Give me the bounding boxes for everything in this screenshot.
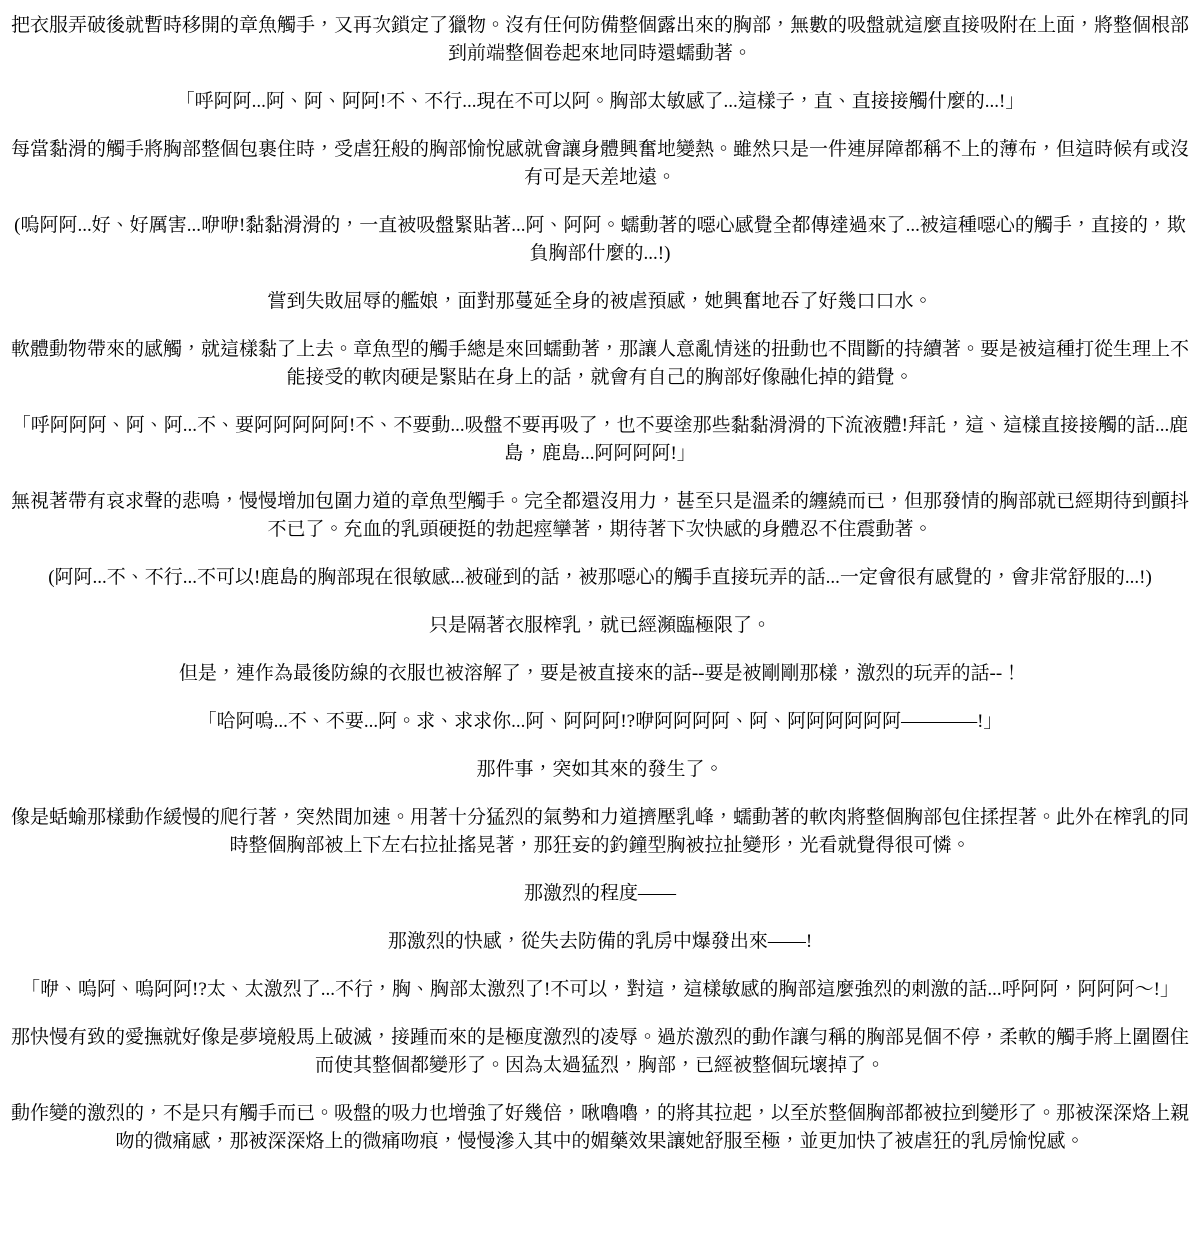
story-paragraph: 軟體動物帶來的感觸，就這樣黏了上去。章魚型的觸手總是來回蠕動著，那讓人意亂情迷的扭動也不間斷的持續著。要是被這種打從生理上不能接受的軟肉硬是緊貼在身上的話，就會有自己的胸部好像融化掉的錯覺。 [10, 339, 1189, 388]
story-paragraph-inner-thought: (阿阿...不、不行...不可以!鹿島的胸部現在很敏感...被碰到的話，被那噁心的觸手直接玩弄的話...一定會很有感覺的，會非常舒服的...!) [48, 567, 1152, 588]
story-paragraph: 那激烈的程度—— [523, 883, 676, 904]
story-paragraph-dialogue: 「哈阿嗚...不、不要...阿。求、求求你...阿、阿阿阿!?咿阿阿阿阿、阿、阿阿阿阿阿阿————!」 [197, 711, 1003, 732]
story-paragraph: 只是隔著衣服榨乳，就已經瀕臨極限了。 [428, 615, 771, 636]
story-paragraph: 動作變的激烈的，不是只有觸手而已。吸盤的吸力也增強了好幾倍，啾嚕嚕，的將其拉起，以至於整個胸部都被拉到變形了。那被深深烙上親吻的微痛感，那被深深烙上的微痛吻痕，慢慢滲入其中的媚藥效果讓她舒服至極，並更加快了被虐狂的乳房愉悅感。 [10, 1103, 1189, 1152]
story-paragraph: 嘗到失敗屈辱的艦娘，面對那蔓延全身的被虐預感，她興奮地吞了好幾口口水。 [267, 291, 933, 312]
story-paragraph-inner-thought: (嗚阿阿...好、好厲害...咿咿!黏黏滑滑的，一直被吸盤緊貼著...阿、阿阿。蠕動著的噁心感覺全都傳達過來了...被這種噁心的觸手，直接的，欺負胸部什麼的...!) [14, 215, 1186, 264]
story-paragraph-dialogue: 「呼阿阿阿、阿、阿...不、要阿阿阿阿阿!不、不要動...吸盤不要再吸了，也不要塗那些黏黏滑滑的下流液體!拜託，這、這樣直接接觸的話...鹿島，鹿島...阿阿阿阿!」 [11, 415, 1189, 464]
story-paragraph: 那件事，突如其來的發生了。 [476, 759, 724, 780]
story-paragraph: 把衣服弄破後就暫時移開的章魚觸手，又再次鎖定了獵物。沒有任何防備整個露出來的胸部，無數的吸盤就這麼直接吸附在上面，將整個根部到前端整個卷起來地同時還蠕動著。 [10, 15, 1189, 64]
story-paragraph: 那快慢有致的愛撫就好像是夢境般馬上破滅，接踵而來的是極度激烈的凌辱。過於激烈的動作讓勻稱的胸部晃個不停，柔軟的觸手將上圍圈住而使其整個都變形了。因為太過猛烈，胸部，已經被整個玩壞掉了。 [10, 1027, 1189, 1076]
story-paragraph-dialogue: 「呼阿阿...阿、阿、阿阿!不、不行...現在不可以阿。胸部太敏感了...這樣子，直、直接接觸什麼的...!」 [175, 91, 1025, 112]
story-paragraph-dialogue: 「咿、嗚阿、嗚阿阿!?太、太激烈了...不行，胸、胸部太激烈了!不可以，對這，這樣敏感的胸部這麼強烈的刺激的話...呼阿阿，阿阿阿～!」 [21, 979, 1179, 1000]
story-paragraph: 每當黏滑的觸手將胸部整個包裹住時，受虐狂般的胸部愉悅感就會讓身體興奮地變熱。雖然只是一件連屏障都稱不上的薄布，但這時候有或沒有可是天差地遠。 [10, 139, 1189, 188]
story-paragraph: 像是蛞蝓那樣動作緩慢的爬行著，突然間加速。用著十分猛烈的氣勢和力道擠壓乳峰，蠕動著的軟肉將整個胸部包住揉捏著。此外在榨乳的同時整個胸部被上下左右拉扯搖晃著，那狂妄的釣鐘型胸被拉扯變形，光看就覺得很可憐。 [10, 807, 1189, 856]
story-paragraph: 無視著帶有哀求聲的悲鳴，慢慢增加包圍力道的章魚型觸手。完全都還沒用力，甚至只是溫柔的纏繞而已，但那發情的胸部就已經期待到顫抖不已了。充血的乳頭硬挺的勃起痙攣著，期待著下次快感的身體忍不住震動著。 [10, 491, 1189, 540]
story-paragraph: 但是，連作為最後防線的衣服也被溶解了，要是被直接來的話--要是被剛剛那樣，激烈的玩弄的話--！ [178, 663, 1022, 684]
story-paragraph: 那激烈的快感，從失去防備的乳房中爆發出來——! [387, 931, 813, 952]
